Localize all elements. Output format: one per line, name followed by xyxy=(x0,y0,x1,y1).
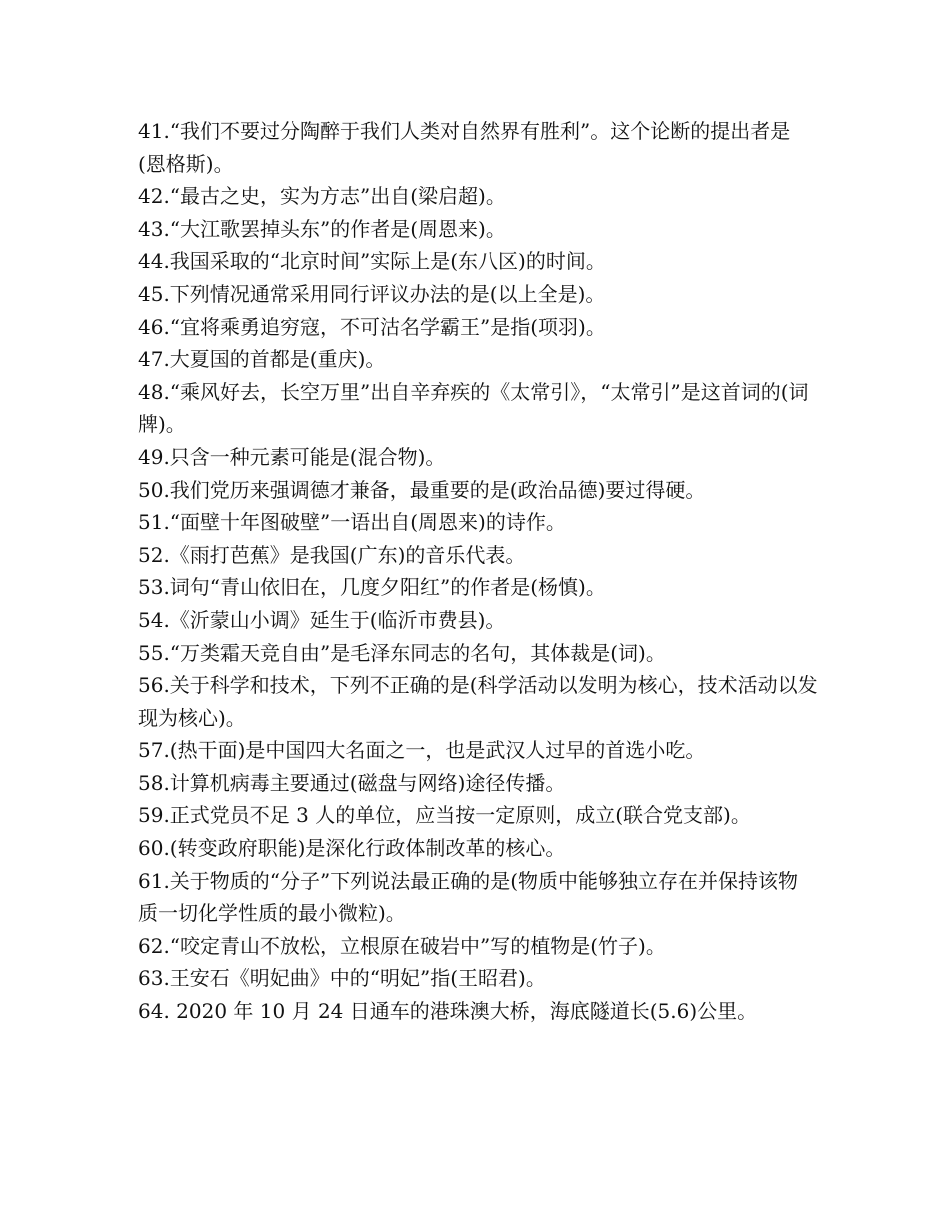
question-item-58: 58.计算机病毒主要通过(磁盘与网络)途径传播。 xyxy=(138,770,566,795)
question-list xyxy=(138,115,818,1028)
question-item-46: 46.“宜将乘勇追穷寇，不可沽名学霸王”是指(项羽)。 xyxy=(138,314,606,339)
question-item-52: 52.《雨打芭蕉》是我国(广东)的音乐代表。 xyxy=(138,542,526,567)
question-item-60: 60.(转变政府职能)是深化行政体制改革的核心。 xyxy=(138,836,566,861)
question-item-61: 61.关于物质的“分子”下列说法最正确的是(物质中能够独立存在并保持该物质一切化学性质的最小微粒)。 xyxy=(138,868,799,926)
question-item-57: 57.(热干面)是中国四大名面之一，也是武汉人过早的首选小吃。 xyxy=(138,738,706,763)
question-item-50: 50.我们党历来强调德才兼备，最重要的是(政治品德)要过得硬。 xyxy=(138,477,706,502)
question-item-47: 47.大夏国的首都是(重庆)。 xyxy=(138,347,386,372)
question-item-63: 63.王安石《明妃曲》中的“明妃”指(王昭君)。 xyxy=(138,966,546,991)
question-item-42: 42.“最古之史，实为方志”出自(梁启超)。 xyxy=(138,184,506,209)
question-item-55: 55.“万类霜天竞自由”是毛泽东同志的名句，其体裁是(词)。 xyxy=(138,640,666,665)
question-item-43: 43.“大江歌罢掉头东”的作者是(周恩来)。 xyxy=(138,216,506,241)
question-item-53: 53.词句“青山依旧在，几度夕阳红”的作者是(杨慎)。 xyxy=(138,575,606,600)
question-item-45: 45.下列情况通常采用同行评议办法的是(以上全是)。 xyxy=(138,281,606,306)
question-item-44: 44.我国采取的“北京时间”实际上是(东八区)的时间。 xyxy=(138,249,606,274)
question-item-54: 54.《沂蒙山小调》延生于(临沂市费县)。 xyxy=(138,607,506,632)
question-item-56: 56.关于科学和技术，下列不正确的是(科学活动以发明为核心，技术活动以发现为核心)。 xyxy=(138,673,818,730)
question-item-41: 41.“我们不要过分陶醉于我们人类对自然界有胜利”。这个论断的提出者是(恩格斯)。 xyxy=(138,119,791,176)
question-item-64: 64. 2020 年 10 月 24 日通车的港珠澳大桥，海底隧道长(5.6)公里。 xyxy=(138,999,758,1024)
question-item-62: 62.“咬定青山不放松，立根原在破岩中”写的植物是(竹子)。 xyxy=(138,933,666,958)
question-item-51: 51.“面壁十年图破壁”一语出自(周恩来)的诗作。 xyxy=(138,510,566,535)
question-item-59: 59.正式党员不足 3 人的单位，应当按一定原则，成立(联合党支部)。 xyxy=(138,803,751,828)
question-item-48: 48.“乘风好去，长空万里”出自辛弃疾的《太常引》，“太常引”是这首词的(词牌)。 xyxy=(138,379,809,437)
question-item-49: 49.只含一种元素可能是(混合物)。 xyxy=(138,444,446,469)
